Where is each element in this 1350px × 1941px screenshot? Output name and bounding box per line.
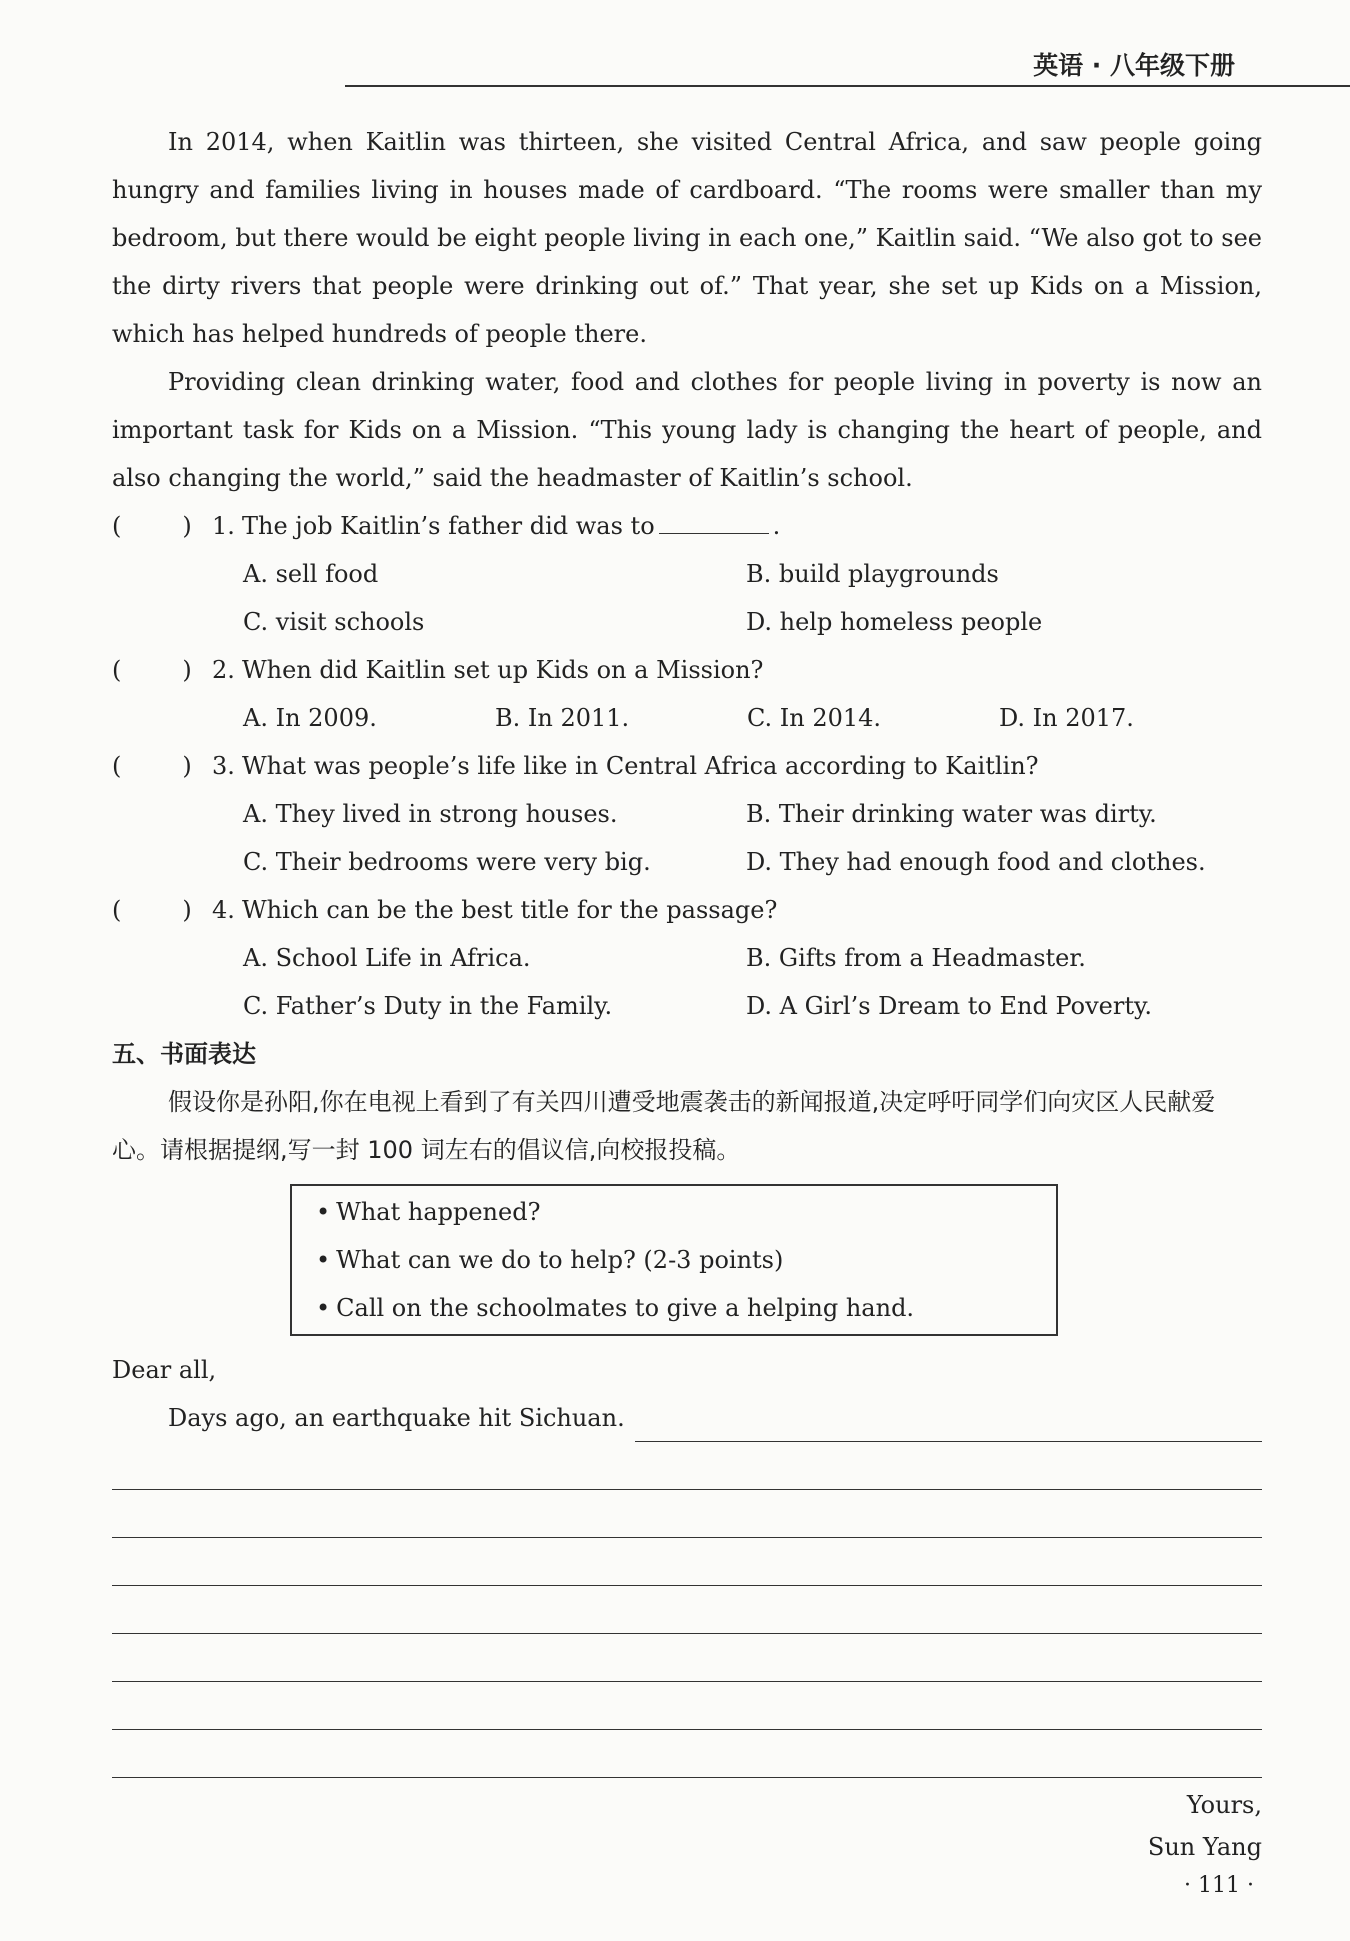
page-number: · 111 · — [1184, 1873, 1254, 1898]
question-3 — [112, 742, 1262, 790]
question-number-2: 2. — [212, 656, 235, 684]
question-stem-1: The job Kaitlin’s father did was to — [242, 512, 655, 540]
outline-item — [316, 1284, 1056, 1332]
question-number-1: 1. — [212, 512, 235, 540]
page-header — [0, 0, 1350, 90]
answer-bracket-3[interactable]: ( ) — [112, 752, 192, 780]
answer-bracket-4[interactable]: ( ) — [112, 896, 192, 924]
question-2 — [112, 646, 1262, 694]
section-title-writing: 五、书面表达 — [112, 1040, 256, 1068]
option-2c: C. In 2014. — [747, 704, 882, 732]
writing-line[interactable] — [112, 1730, 1262, 1778]
letter-closing: Yours, — [1186, 1791, 1262, 1819]
options-row — [112, 790, 1262, 838]
letter-start-text: Days ago, an earthquake hit Sichuan. — [168, 1404, 625, 1432]
writing-line[interactable] — [112, 1586, 1262, 1634]
option-3d: D. They had enough food and clothes. — [746, 848, 1206, 876]
writing-line[interactable] — [635, 1411, 1262, 1442]
letter-area — [112, 1346, 1262, 1904]
option-3b: B. Their drinking water was dirty. — [746, 800, 1157, 828]
answer-bracket-2[interactable]: ( ) — [112, 656, 192, 684]
bullet-icon: • — [316, 1246, 331, 1274]
question-4 — [112, 886, 1262, 934]
answer-bracket-1[interactable]: ( ) — [112, 512, 192, 540]
header-rule — [345, 85, 1350, 87]
option-2d: D. In 2017. — [999, 704, 1134, 732]
answer-blank[interactable] — [659, 511, 769, 534]
writing-instructions: 假设你是孙阳,你在电视上看到了有关四川遭受地震袭击的新闻报道,决定呼吁同学们向灾区人民献爱心。请根据提纲,写一封 100 词左右的倡议信,向校报投稿。 — [112, 1088, 1216, 1164]
option-4a: A. School Life in Africa. — [243, 944, 531, 972]
passage-paragraph-1: In 2014, when Kaitlin was thirteen, she visited Central Africa, and saw people going hungry and families living in houses made of cardboard. “The rooms were smaller than my bedroom, but there would be eight people living in each one,” Kaitlin said. “We also got to see the dirty rivers that people were drinking out of.” That year, she set up Kids on a Mission, which has helped hundreds of people there. — [112, 128, 1262, 348]
outline-text: What happened? — [336, 1198, 541, 1226]
writing-line[interactable] — [112, 1538, 1262, 1586]
options-row — [112, 934, 1262, 982]
options-row — [112, 550, 1262, 598]
outline-text: What can we do to help? (2-3 points) — [336, 1246, 784, 1274]
option-2b: B. In 2011. — [495, 704, 630, 732]
options-row — [112, 598, 1262, 646]
question-stem-2: When did Kaitlin set up Kids on a Mission? — [242, 656, 764, 684]
option-1b: B. build playgrounds — [746, 560, 999, 588]
writing-line[interactable] — [112, 1682, 1262, 1730]
option-1d: D. help homeless people — [746, 608, 1043, 636]
header-title: 英语 · 八年级下册 — [1033, 51, 1235, 80]
question-1 — [112, 502, 1262, 550]
letter-greeting: Dear all, — [112, 1356, 217, 1384]
bullet-icon: • — [316, 1198, 331, 1226]
letter-signature: Sun Yang — [1147, 1833, 1262, 1861]
question-stem-4: Which can be the best title for the passage? — [242, 896, 778, 924]
options-row — [112, 838, 1262, 886]
question-stem-1-end: . — [772, 512, 781, 540]
passage-paragraph-2: Providing clean drinking water, food and clothes for people living in poverty is now an important task for Kids on a Mission. “This young lady is changing the heart of people, and also changing the world,” said the headmaster of Kaitlin’s school. — [112, 368, 1262, 492]
writing-line[interactable] — [112, 1634, 1262, 1682]
outline-text: Call on the schoolmates to give a helping hand. — [336, 1294, 915, 1322]
option-4b: B. Gifts from a Headmaster. — [746, 944, 1086, 972]
outline-item — [316, 1188, 1056, 1236]
letter-start-row — [112, 1394, 1262, 1442]
options-row — [112, 694, 1262, 742]
page-content — [112, 118, 1262, 1904]
option-2a: A. In 2009. — [243, 704, 377, 732]
question-stem-3: What was people’s life like in Central Africa according to Kaitlin? — [242, 752, 1039, 780]
outline-item — [316, 1236, 1056, 1284]
outline-box — [290, 1184, 1058, 1336]
writing-line[interactable] — [112, 1490, 1262, 1538]
option-1a: A. sell food — [243, 560, 379, 588]
option-3c: C. Their bedrooms were very big. — [243, 848, 651, 876]
options-row — [112, 982, 1262, 1030]
bullet-icon: • — [316, 1294, 331, 1322]
option-4d: D. A Girl’s Dream to End Poverty. — [746, 992, 1152, 1020]
writing-line[interactable] — [112, 1442, 1262, 1490]
question-number-4: 4. — [212, 896, 235, 924]
question-number-3: 3. — [212, 752, 235, 780]
option-1c: C. visit schools — [243, 608, 425, 636]
option-4c: C. Father’s Duty in the Family. — [243, 992, 613, 1020]
option-3a: A. They lived in strong houses. — [243, 800, 618, 828]
